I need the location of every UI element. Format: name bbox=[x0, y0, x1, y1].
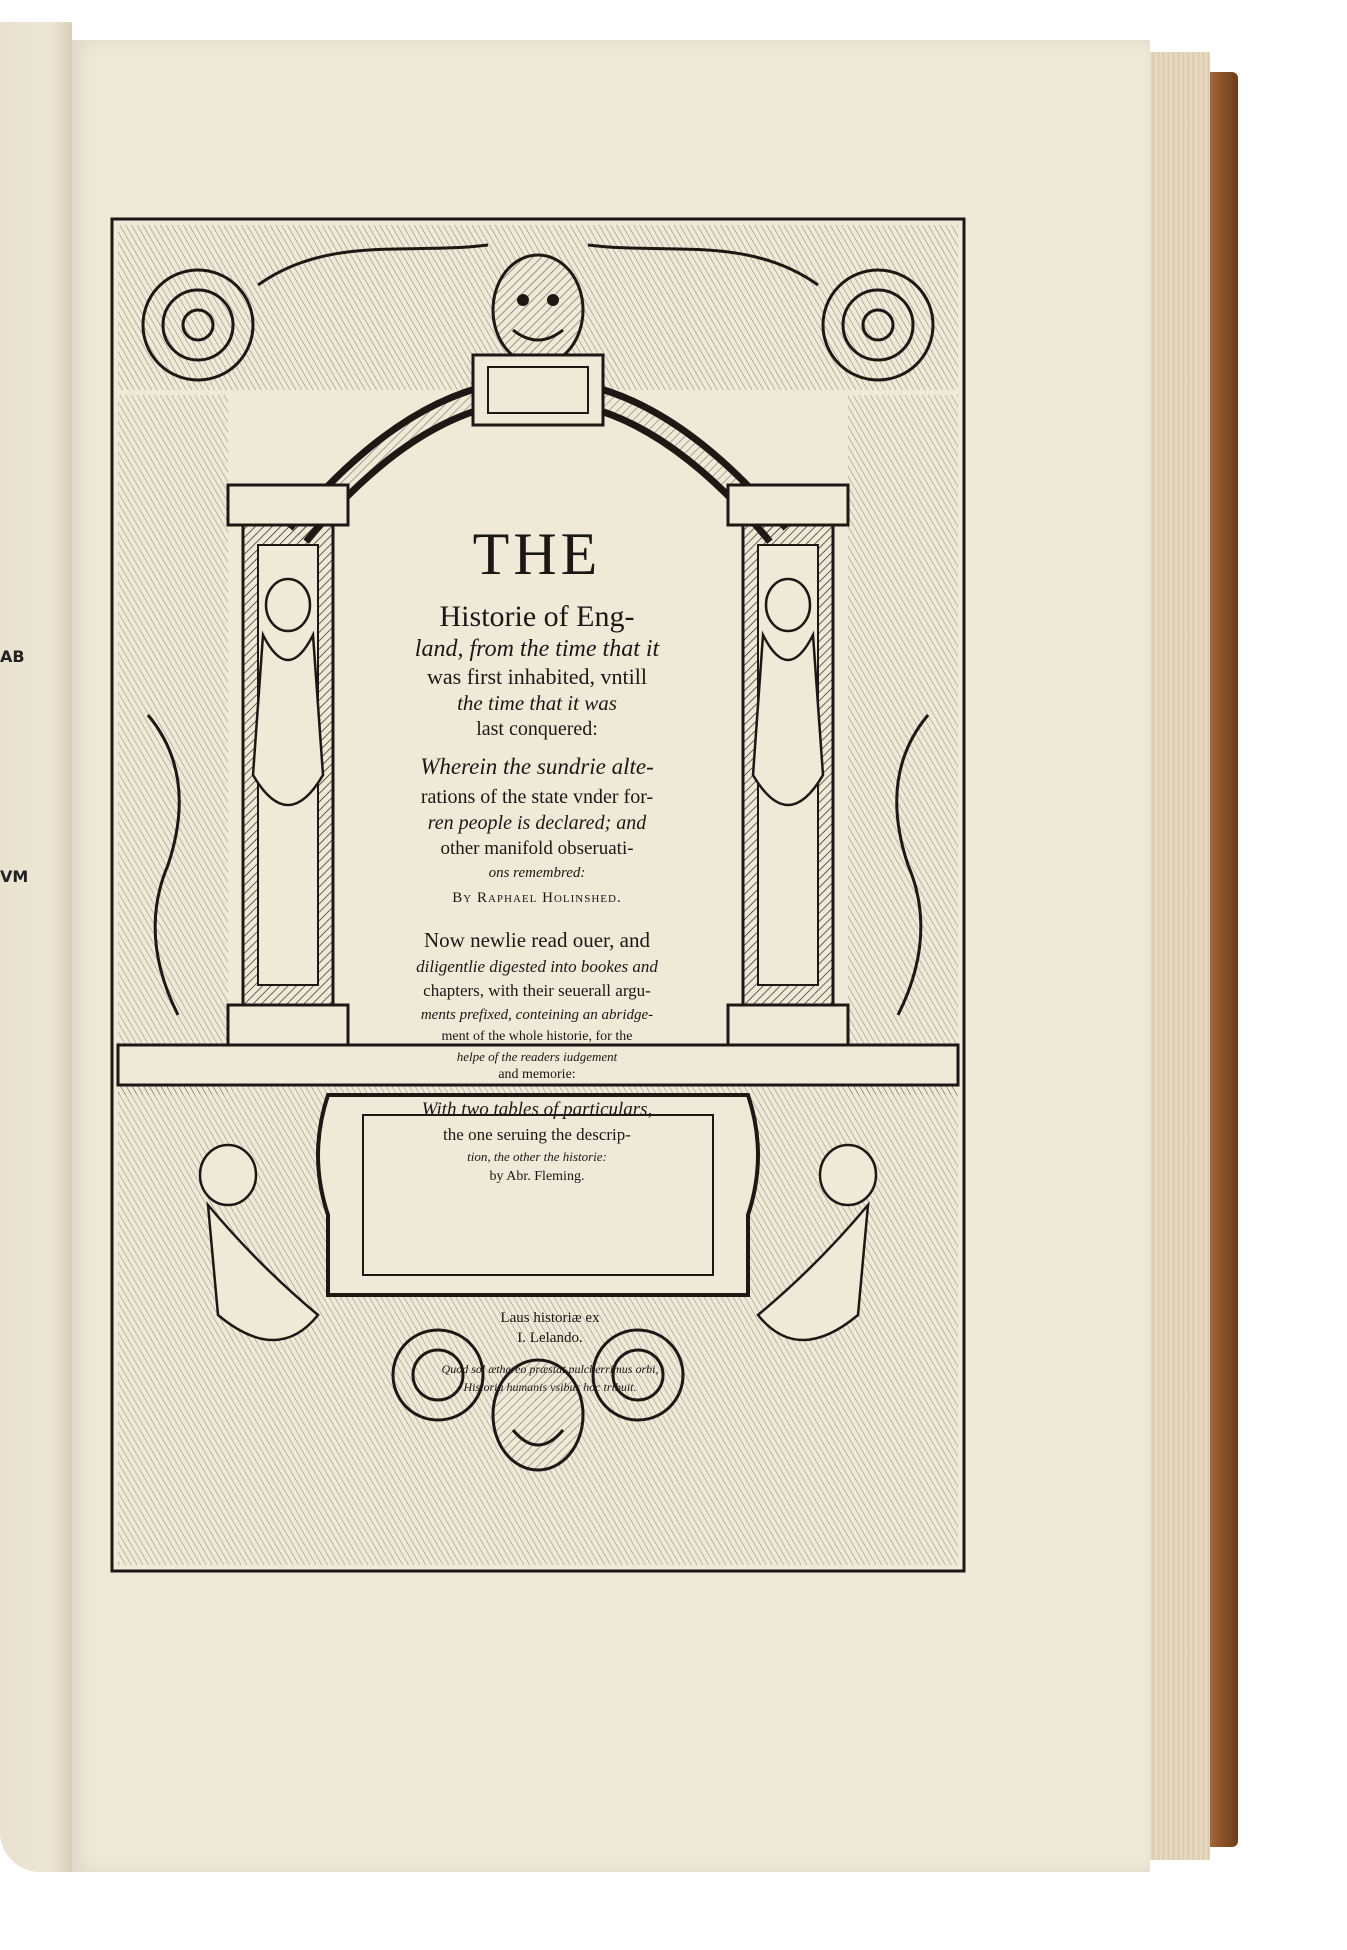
title-line-7: rations of the state vnder for- bbox=[420, 786, 654, 808]
tables-line-1: With two tables of particulars, bbox=[421, 1099, 653, 1120]
title-line-1: Historie of Eng- bbox=[439, 600, 635, 633]
title-line-6: Wherein the sundrie alte- bbox=[420, 754, 654, 779]
left-page-letters-1: AB bbox=[0, 647, 25, 666]
cartouche-line-4: Historia humanis vsibus hoc tribuit. bbox=[463, 1380, 637, 1394]
cartouche-line-1: Laus historiæ ex bbox=[500, 1310, 600, 1326]
tables-line-4: by Abr. Fleming. bbox=[489, 1169, 585, 1184]
title-line-3: was first inhabited, vntill bbox=[427, 664, 647, 689]
title-line-4: the time that it was bbox=[457, 691, 617, 715]
title-line-8: ren people is declared; and bbox=[427, 812, 647, 834]
tables-line-2: the one seruing the descrip- bbox=[443, 1125, 631, 1144]
cartouche-line-2: I. Lelando. bbox=[517, 1330, 583, 1346]
edition-line-7: and memorie: bbox=[498, 1067, 576, 1082]
book-binding bbox=[1210, 72, 1238, 1847]
page-edges bbox=[1150, 52, 1210, 1860]
title-line-10: ons remembred: bbox=[488, 865, 586, 881]
cartouche-line-3: Quod sol æthereo præstat pulcherrimus orbi, bbox=[441, 1362, 659, 1376]
title-line-2: land, from the time that it bbox=[414, 636, 660, 662]
author-line: By Raphael Holinshed. bbox=[452, 890, 622, 906]
title-line-5: last conquered: bbox=[476, 718, 598, 740]
title-heading: THE bbox=[472, 521, 602, 587]
tables-line-3: tion, the other the historie: bbox=[467, 1149, 607, 1164]
edition-line-5: ment of the whole historie, for the bbox=[441, 1029, 633, 1044]
title-text-block bbox=[392, 520, 682, 1255]
cartouche-text bbox=[430, 1310, 670, 1420]
edition-line-2: diligentlie digested into bookes and bbox=[416, 957, 658, 976]
edition-line-4: ments prefixed, conteining an abridge- bbox=[420, 1007, 654, 1023]
left-facing-page bbox=[0, 22, 72, 1872]
edition-line-6: helpe of the readers iudgement bbox=[456, 1049, 618, 1064]
title-line-9: other manifold obseruati- bbox=[440, 838, 634, 859]
edition-line-1: Now newlie read ouer, and bbox=[424, 928, 650, 952]
edition-line-3: chapters, with their seuerall argu- bbox=[423, 981, 651, 1000]
left-page-letters-2: VM bbox=[0, 867, 29, 886]
